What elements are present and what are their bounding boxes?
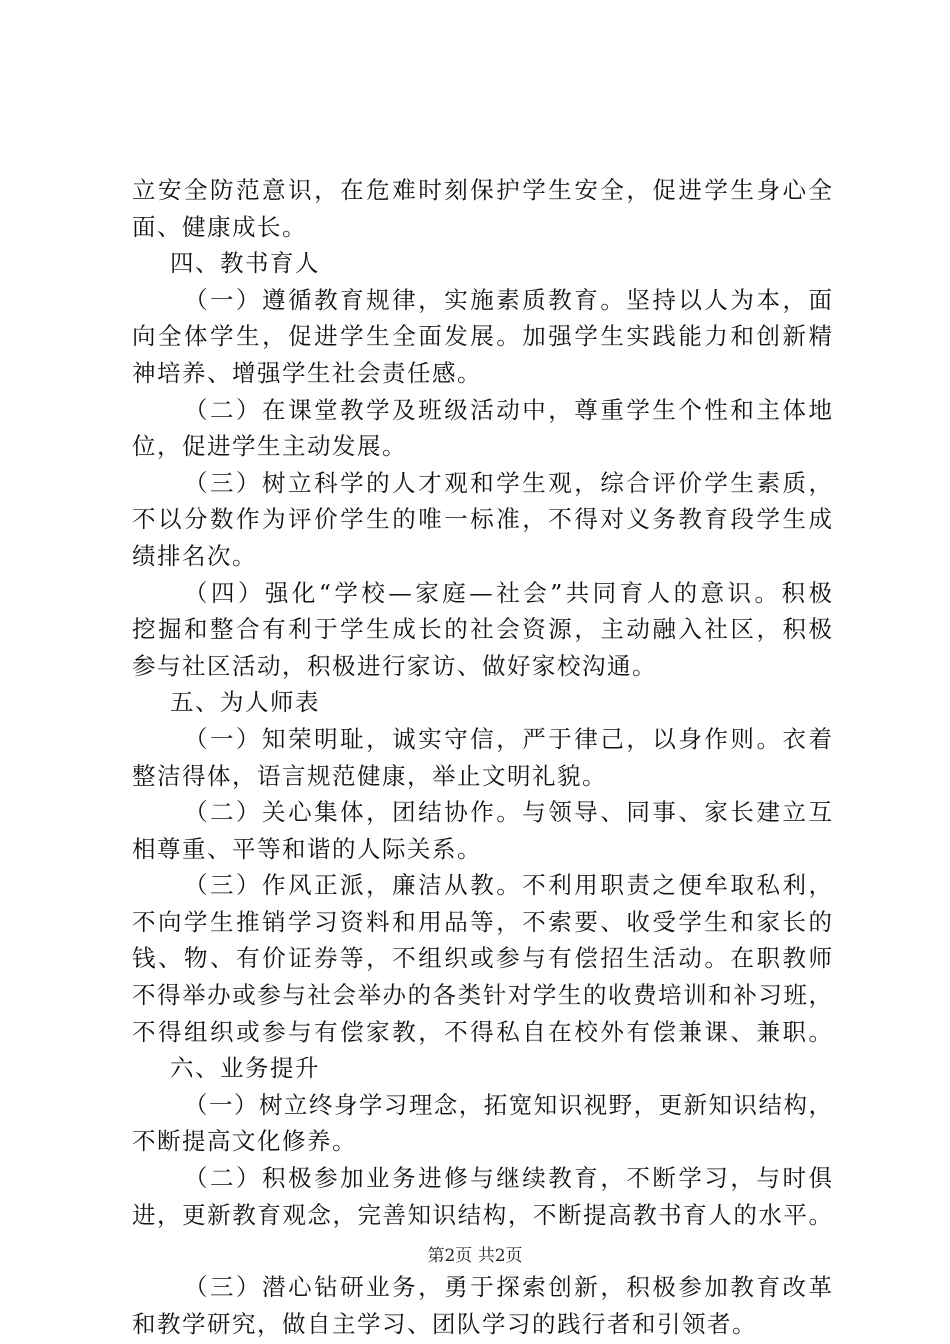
text-line: 不以分数作为评价学生的唯一标准，不得对义务教育段学生成 — [132, 505, 832, 534]
text-line: （一）树立终身学习理念，拓宽知识视野，更新知识结构， — [184, 1090, 832, 1119]
text-line: （一）遵循教育规律，实施素质教育。坚持以人为本，面 — [184, 285, 832, 314]
text-line: 向全体学生，促进学生全面发展。加强学生实践能力和创新精 — [132, 322, 832, 351]
page-footer: 第2页 共2页 — [427, 1246, 523, 1266]
text-line: （二）在课堂教学及班级活动中，尊重学生个性和主体地 — [184, 395, 832, 424]
text-line: 不向学生推销学习资料和用品等，不索要、收受学生和家长的 — [132, 907, 832, 936]
document-body — [132, 172, 832, 1342]
text-line: 不得组织或参与有偿家教，不得私自在校外有偿兼课、兼职。 — [132, 1017, 832, 1046]
text-line: 相尊重、平等和谐的人际关系。 — [132, 834, 482, 863]
text-line: 不得举办或参与社会举办的各类针对学生的收费培训和补习班， — [132, 981, 832, 1010]
text-line: 立安全防范意识，在危难时刻保护学生安全，促进学生身心全 — [132, 176, 832, 204]
text-line: 面、健康成长。 — [132, 212, 307, 241]
text-line: 和教学研究，做自主学习、团队学习的践行者和引领者。 — [132, 1309, 757, 1338]
text-line: （四）强化“学校—家庭—社会”共同育人的意识。积极 — [184, 578, 832, 607]
text-line: 参与社区活动，积极进行家访、做好家校沟通。 — [132, 651, 657, 680]
section-heading: 六、业务提升 — [170, 1054, 320, 1083]
section-heading: 四、教书育人 — [170, 249, 320, 278]
text-line: 进，更新教育观念，完善知识结构，不断提高教书育人的水平。 — [132, 1200, 832, 1229]
text-line: 神培养、增强学生社会责任感。 — [132, 358, 482, 387]
text-line: 位，促进学生主动发展。 — [132, 432, 407, 461]
text-line: （二）关心集体，团结协作。与领导、同事、家长建立互 — [184, 798, 832, 827]
text-line: 钱、物、有价证券等，不组织或参与有偿招生活动。在职教师 — [132, 944, 832, 973]
text-line: 挖掘和整合有利于学生成长的社会资源，主动融入社区，积极 — [132, 615, 832, 644]
text-line: （三）潜心钻研业务，勇于探索创新，积极参加教育改革 — [184, 1273, 832, 1302]
text-line: 不断提高文化修养。 — [132, 1127, 357, 1156]
text-line: （二）积极参加业务进修与继续教育，不断学习，与时俱 — [184, 1164, 832, 1193]
section-heading: 五、为人师表 — [170, 688, 320, 717]
text-line: （一）知荣明耻，诚实守信，严于律己，以身作则。衣着 — [184, 724, 832, 753]
text-line: 绩排名次。 — [132, 541, 257, 570]
text-line: 整洁得体，语言规范健康，举止文明礼貌。 — [132, 761, 607, 790]
text-line: （三）树立科学的人才观和学生观，综合评价学生素质， — [184, 468, 832, 497]
text-line: （三）作风正派，廉洁从教。不利用职责之便牟取私利， — [184, 871, 832, 900]
